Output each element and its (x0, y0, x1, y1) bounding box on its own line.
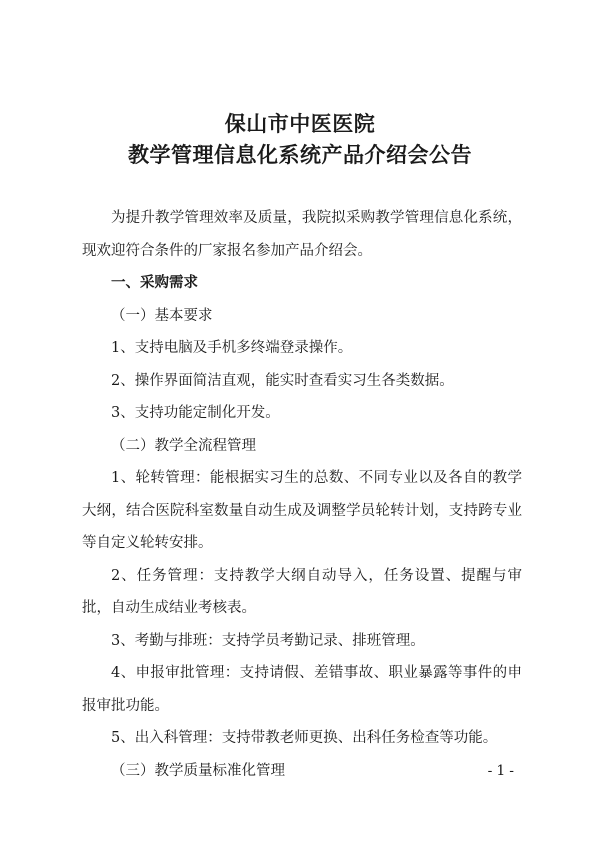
process-item-3: 3、考勤与排班：支持学员考勤记录、排班管理。 (111, 632, 425, 649)
basic-item-1: 1、支持电脑及手机多终端登录操作。 (111, 340, 353, 356)
subheading-quality-management: （三）教学质量标准化管理 (111, 762, 285, 779)
subheading-basic-requirements: （一）基本要求 (111, 307, 213, 324)
basic-item-3: 3、支持功能定制化开发。 (111, 405, 280, 421)
process-item-1: 1、轮转管理：能根据实习生的总数、不同专业以及各自的教学大纲，结合医院科室数量自动生成及调整学员轮转计划，支持跨专业等自定义轮转安排。 (82, 470, 522, 551)
process-item-2: 2、任务管理：支持教学大纲自动导入，任务设置、提醒与审批，自动生成结业考核表。 (82, 567, 522, 616)
section-heading-procurement: 一、采购需求 (111, 275, 198, 291)
page-number: -1- (487, 763, 518, 779)
subheading-process-management: （二）教学全流程管理 (111, 437, 256, 454)
intro-paragraph: 为提升教学管理效率及质量，我院拟采购教学管理信息化系统，现欢迎符合条件的厂家报名参加产品介绍会。 (82, 210, 522, 259)
process-item-5: 5、出入科管理：支持带教老师更换、出科任务检查等功能。 (111, 730, 498, 746)
document-body (82, 202, 522, 787)
basic-item-2: 2、操作界面简洁直观，能实时查看实习生各类数据。 (111, 372, 454, 389)
title-hospital-name: 保山市中医医院 (224, 112, 376, 136)
title-announcement: 教学管理信息化系统产品介绍会公告 (128, 143, 472, 167)
process-item-4: 4、申报审批管理：支持请假、差错事故、职业暴露等事件的申报审批功能。 (82, 665, 522, 714)
